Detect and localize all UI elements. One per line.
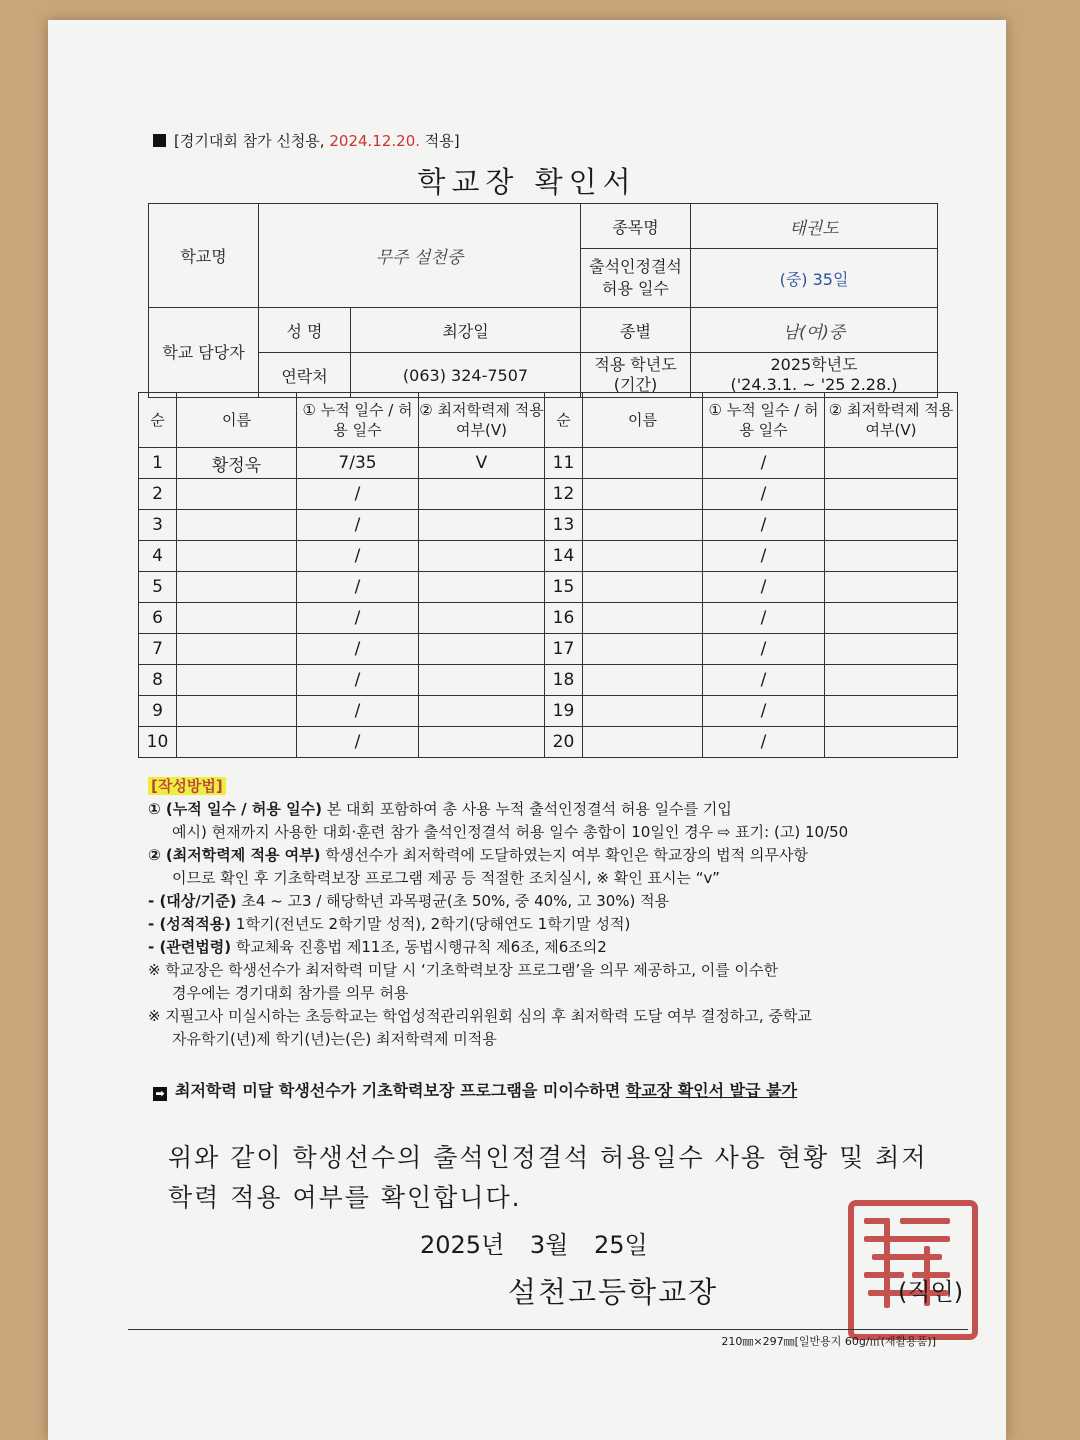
row-no: 11 [545,448,583,479]
days-cell: / [297,572,419,603]
roster-header-row [139,393,958,448]
student-name [583,572,703,603]
check-cell [419,696,545,727]
student-name [583,603,703,634]
check-cell [825,665,958,696]
check-cell [825,479,958,510]
row-no: 7 [139,634,177,665]
student-name [177,572,297,603]
days-cell: / [297,727,419,758]
roster-table [138,392,958,758]
item1-example: 예시) 현재까지 사용한 대회·훈련 참가 출석인정결석 허용 일수 총합이 10일인 경우 ⇨ 표기: (고) 10/50 [172,823,849,841]
table-row [139,541,958,572]
footer-divider [128,1329,968,1330]
warning-text: 최저학력 미달 학생선수가 기초학력보장 프로그램을 미이수하면 [175,1081,621,1100]
header-prefix: [경기대회 참가 신청용, [174,132,325,150]
note2: ※ 지필고사 미실시하는 초등학교는 학업성적관리위원회 심의 후 최저학력 도달 여부 결정하고, 중학교 [148,1007,812,1025]
check-cell [419,727,545,758]
header-no: 순 [545,393,583,448]
name-value: 최강일 [351,308,581,353]
days-cell: / [297,510,419,541]
document-title: 학교장 확인서 [417,165,637,199]
item2-text: 학생선수가 최저학력에 도달하였는지 여부 확인은 학교장의 법적 의무사항 [325,846,808,864]
days-cell: / [703,727,825,758]
year-label: 적용 학년도 (기간) [581,353,691,398]
header-name: 이름 [177,393,297,448]
period-value: ('24.3.1. ~ '25 2.28.) [730,375,898,394]
check-cell [825,696,958,727]
header-check: ② 최저학력제 적용 여부(V) [419,393,545,448]
year-cell [691,353,938,398]
student-name [583,696,703,727]
days-cell: 7/35 [297,448,419,479]
item2-text-cont: 이므로 확인 후 기초학력보장 프로그램 제공 등 적절한 조치실시, ※ 확인 표시는 “v” [172,869,720,887]
row-no: 6 [139,603,177,634]
type-label: 종별 [581,308,691,353]
days-cell: / [703,696,825,727]
days-cell: / [297,634,419,665]
row-no: 15 [545,572,583,603]
check-cell [825,727,958,758]
square-bullet-icon [153,134,166,147]
official-seal-icon [848,1200,978,1340]
check-cell [419,634,545,665]
check-cell [419,572,545,603]
days-cell: / [703,665,825,696]
row-no: 1 [139,448,177,479]
table-row [139,634,958,665]
student-name [583,479,703,510]
row-no: 9 [139,696,177,727]
contact-label: 연락처 [259,353,351,398]
check-cell [419,510,545,541]
student-name [177,510,297,541]
allowed-days-value: (중) 35일 [691,249,938,308]
student-name [583,448,703,479]
item2-label: ② (최저학력제 적용 여부) [148,846,321,864]
warning-line [153,1078,797,1101]
detail2-text: 1학기(전년도 2학기말 성적), 2학기(당해연도 1학기말 성적) [235,915,631,933]
student-name [177,541,297,572]
table-row [139,727,958,758]
row-no: 2 [139,479,177,510]
header-suffix: 적용] [424,132,460,150]
days-cell: / [297,479,419,510]
student-name [177,634,297,665]
row-no: 3 [139,510,177,541]
days-cell: / [703,448,825,479]
row-no: 13 [545,510,583,541]
check-cell [419,541,545,572]
header-no: 순 [139,393,177,448]
name-label: 성 명 [259,308,351,353]
roster-body [139,448,958,758]
detail2-label: - (성적적용) [148,915,232,933]
table-row [139,448,958,479]
student-name: 황정욱 [177,448,297,479]
check-cell [419,479,545,510]
row-no: 18 [545,665,583,696]
detail1-text: 초4 ~ 고3 / 해당학년 과목평균(초 50%, 중 40%, 고 30%) 적용 [241,892,670,910]
document-page [48,20,1006,1440]
allowed-days-label: 출석인정결석 허용 일수 [581,249,691,308]
row-no: 14 [545,541,583,572]
school-value: 무주 설천중 [259,204,581,308]
row-no: 4 [139,541,177,572]
row-no: 16 [545,603,583,634]
note1: ※ 학교장은 학생선수가 최저학력 미달 시 ‘기초학력보장 프로그램’을 의무 제공하고, 이를 이수한 [148,961,778,979]
student-name [583,634,703,665]
days-cell: / [703,479,825,510]
row-no: 8 [139,665,177,696]
paper-spec-footer: 210㎜×297㎜[일반용지 60g/㎡(재활용품)] [721,1335,936,1348]
student-name [177,696,297,727]
year-value: 2025학년도 [770,355,858,374]
days-cell: / [703,634,825,665]
sign-date: 2025년 3월 25일 [420,1231,648,1259]
warning-emphasis: 학교장 확인서 발급 불가 [625,1081,798,1100]
student-name [177,479,297,510]
header-days: ① 누적 일수 / 허용 일수 [703,393,825,448]
days-cell: / [703,510,825,541]
days-cell: / [703,572,825,603]
table-row [139,479,958,510]
check-cell [825,448,958,479]
row-no: 12 [545,479,583,510]
school-label: 학교명 [149,204,259,308]
header-date: 2024.12.20. [329,132,421,150]
check-cell [825,510,958,541]
table-row [139,603,958,634]
table-row [139,696,958,727]
header-name: 이름 [583,393,703,448]
row-no: 17 [545,634,583,665]
detail3-text: 학교체육 진흥법 제11조, 동법시행규칙 제6조, 제6조의2 [235,938,607,956]
check-cell [825,603,958,634]
student-name [177,727,297,758]
row-no: 19 [545,696,583,727]
header-note [153,130,460,151]
student-name [583,510,703,541]
check-cell [825,541,958,572]
row-no: 20 [545,727,583,758]
note1-cont: 경우에는 경기대회 참가를 의무 허용 [172,984,409,1002]
note2-cont: 자유학기(년)제 학기(년)는(은) 최저학력제 미적용 [172,1030,497,1048]
check-cell: V [419,448,545,479]
sport-value: 태권도 [691,204,938,249]
detail1-label: - (대상/기준) [148,892,237,910]
detail3-label: - (관련법령) [148,938,232,956]
item1-text: 본 대회 포함하여 총 사용 누적 출석인정결석 허용 일수를 기입 [326,800,732,818]
type-value: 남(여)중 [691,308,938,353]
header-days: ① 누적 일수 / 허용 일수 [297,393,419,448]
days-cell: / [703,603,825,634]
instructions-tag: [작성방법] [148,777,226,795]
student-name [583,541,703,572]
days-cell: / [297,541,419,572]
row-no: 10 [139,727,177,758]
principal-name: 설천고등학교장 [508,1275,719,1309]
check-cell [419,665,545,696]
days-cell: / [297,603,419,634]
sport-label: 종목명 [581,204,691,249]
days-cell: / [703,541,825,572]
instructions [148,775,968,1051]
check-cell [419,603,545,634]
arrow-box-icon: ➡ [153,1087,167,1101]
table-row [139,665,958,696]
header-check: ② 최저학력제 적용 여부(V) [825,393,958,448]
confirmation-statement: 위와 같이 학생선수의 출석인정결석 허용일수 사용 현황 및 최저학력 적용 여부를 확인합니다. [168,1143,928,1212]
days-cell: / [297,665,419,696]
contact-value: (063) 324-7507 [351,353,581,398]
days-cell: / [297,696,419,727]
table-row [139,572,958,603]
table-row [139,510,958,541]
row-no: 5 [139,572,177,603]
manager-label: 학교 담당자 [149,308,259,398]
check-cell [825,572,958,603]
student-name [583,727,703,758]
student-name [583,665,703,696]
item1-label: ① (누적 일수 / 허용 일수) [148,800,322,818]
check-cell [825,634,958,665]
info-table [148,203,938,398]
student-name [177,665,297,696]
student-name [177,603,297,634]
seal-label: (직인) [898,1278,964,1306]
